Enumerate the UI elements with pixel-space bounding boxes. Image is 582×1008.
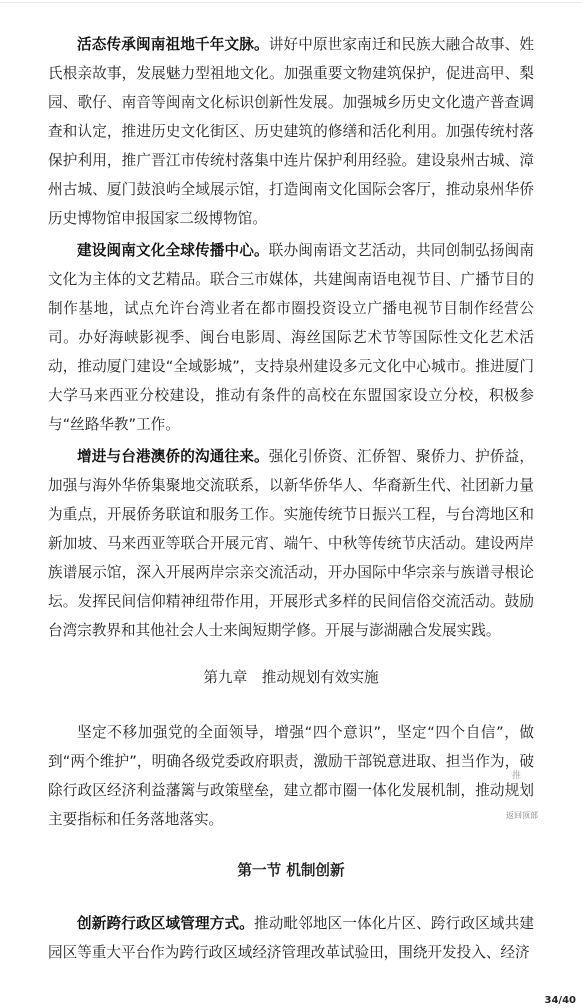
document-page [48, 30, 534, 970]
paragraph-lead: 创新跨行政区域管理方式。 [77, 915, 254, 932]
overlay-faint-glyph: 推 [512, 771, 522, 781]
paragraph-lead: 建设闽南文化全球传播中心。 [77, 242, 269, 259]
paragraph-body: 推动毗邻地区一体化片区、跨行政区域共建园区等重大平台作为跨行政区域经济管理改革试验田，围绕开发投入、经济 [48, 915, 534, 961]
page-number: 34/40 [544, 995, 576, 1006]
paragraph-body: 强化引侨资、汇侨智、聚侨力、护侨益，加强与海外华侨集聚地交流联系，以新华侨华人、华裔新生代、社团新力量为重点，开展侨务联谊和服务工作。实施传统节日振兴工程，与台湾地区和新加坡、马来西亚等联合开展元宵、端午、中秋等传统节庆活动。建设两岸族谱展示馆，深入开展两岸宗亲交流活动，开办国际中华宗亲与族谱寻根论坛。发挥民间信仰精神纽带作用，开展形式多样的民间信俗交流活动。鼓励台湾宗教界和其他社会人士来闽短期学修。开展与澎湖融合发展实践。 [48, 448, 534, 639]
section-title: 第一节 机制创新 [237, 862, 345, 879]
chapter-intro-paragraph: 坚定不移加强党的全面领导，增强“四个意识”，坚定“四个自信”，做到“两个维护”，明确各级党委政府职责，激励干部锐意进取、担当作为，破除行政区经济利益藩篱与政策壁垒，建立都市圈一体化发展机制，推动规划主要指标和任务落地落实。 [48, 724, 534, 828]
paragraph-cross-region [48, 909, 534, 967]
paragraph-heritage [48, 30, 534, 233]
paragraph-body: 讲好中原世家南迁和民族大融合故事、姓氏根亲故事，发展魅力型祖地文化。加强重要文物建筑保护，促进高甲、梨园、歌仔、南音等闽南文化标识创新性发展。加强城乡历史文化遗产普查调查和认定，推进历史文化街区、历史建筑的修缮和活化利用。加强传统村落保护利用，推广晋江市传统村落集中连片保护利用经验。建设泉州古城、漳州古城、厦门鼓浪屿全域展示馆，打造闽南文化国际会客厅，推动泉州华侨历史博物馆申报国家二级博物馆。 [48, 36, 534, 227]
paragraph-taiwan-hk-macao [48, 442, 534, 645]
chapter-title: 第九章 推动规划有效实施 [203, 669, 379, 686]
paragraph-lead: 增进与台港澳侨的沟通往来。 [77, 448, 269, 465]
paragraph-lead: 活态传承闽南祖地千年文脉。 [77, 36, 269, 53]
paragraph-body: 联办闽南语文艺活动，共同创制弘扬闽南文化为主体的文艺精品。联合三市媒体，共建闽南语电视节目、广播节目的制作基地，试点允许台湾业者在都市圈投资设立广播电视节目制作经营公司。办好海峡影视季、闽台电影周、海丝国际艺术节等国际性文化艺术活动，推动厦门建设“全域影城”，支持泉州建设多元文化中心城市。推进厦门大学马来西亚分校建设，推动有条件的高校在东盟国家设立分校，积极参与“丝路华教”工作。 [48, 242, 534, 433]
paragraph-communication-center [48, 236, 534, 439]
top-divider [0, 2, 582, 3]
back-to-top-link[interactable]: 返回顶部 [506, 811, 538, 820]
